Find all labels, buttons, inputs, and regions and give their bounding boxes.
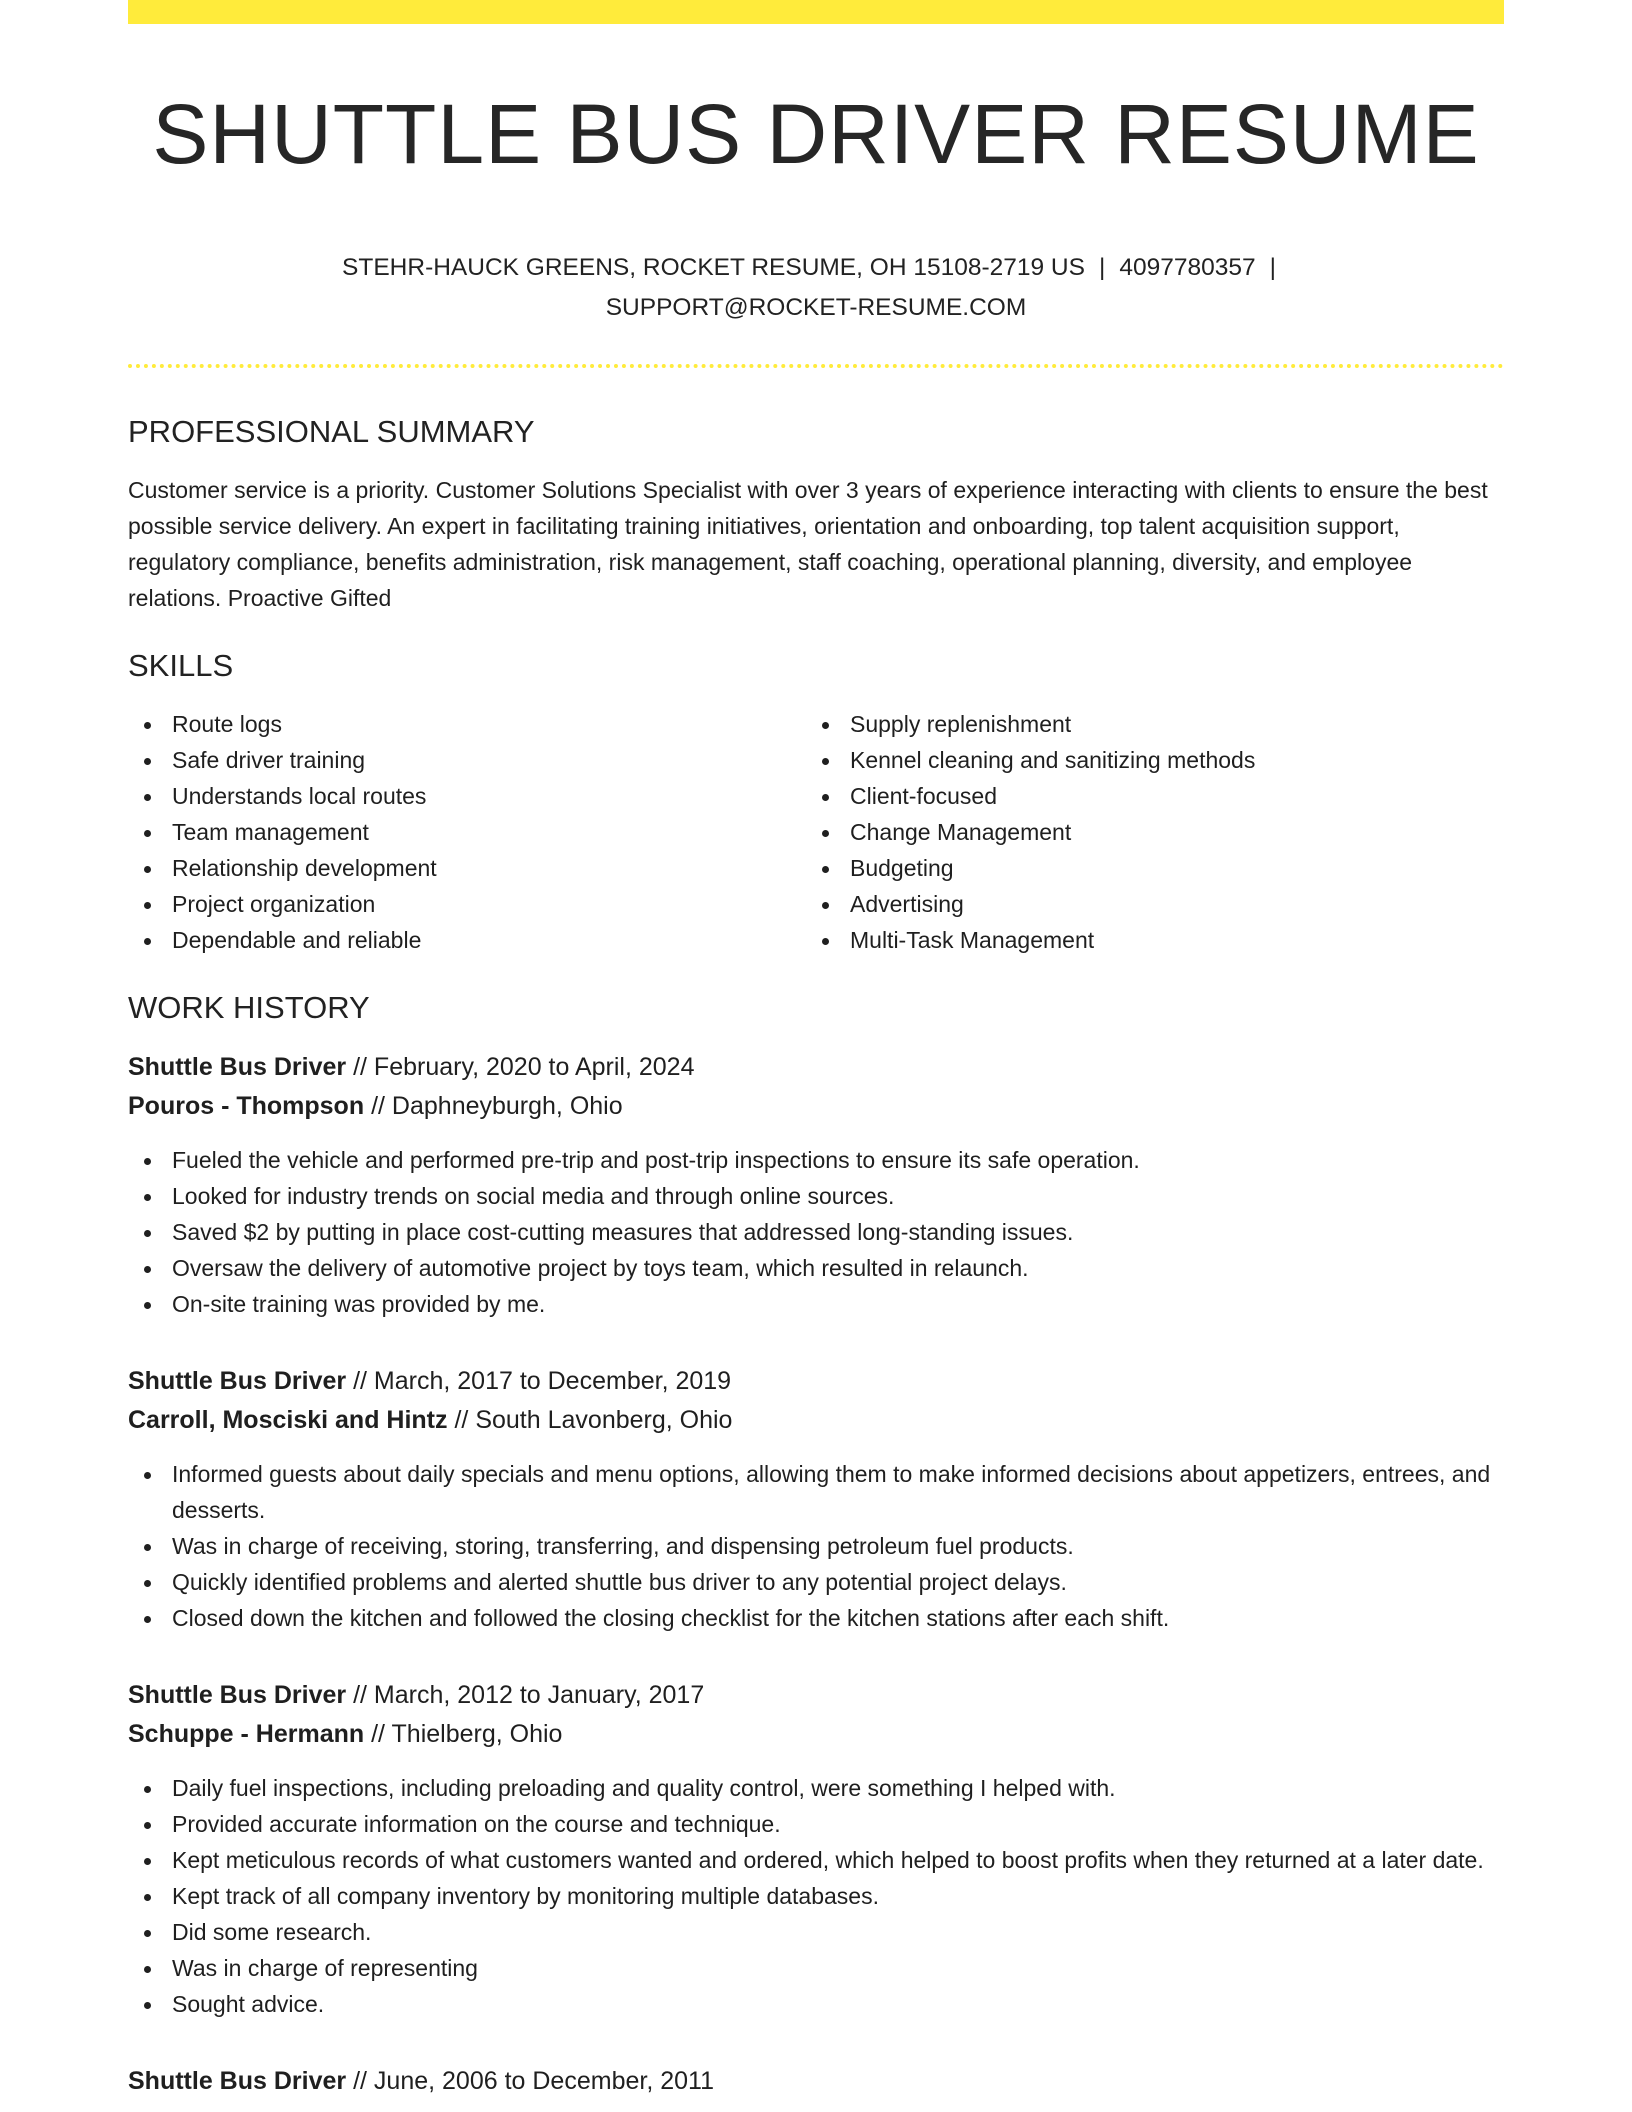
- duty-item: Oversaw the delivery of automotive project by toys team, which resulted in relaunch.: [128, 1250, 1504, 1286]
- skill-item: Team management: [128, 814, 806, 850]
- skills-column-right: [806, 706, 1484, 958]
- job-title-line: [128, 1362, 1504, 1401]
- skill-item: Safe driver training: [128, 742, 806, 778]
- job-divider: //: [371, 1720, 386, 1748]
- job-title-line: [128, 1676, 1504, 1715]
- page-title: SHUTTLE BUS DRIVER RESUME: [152, 87, 1480, 181]
- job-dates: March, 2017 to December, 2019: [373, 1367, 732, 1395]
- skill-item: Change Management: [806, 814, 1484, 850]
- job-divider: //: [353, 1367, 367, 1395]
- contact-phone: 4097780357: [1119, 254, 1256, 281]
- duty-item: Kept track of all company inventory by monitoring multiple databases.: [128, 1878, 1504, 1914]
- job-entry: [128, 2062, 1504, 2101]
- contact-info: [128, 248, 1504, 328]
- skill-item: Project organization: [128, 886, 806, 922]
- job-company: Pouros - Thompson: [128, 1092, 365, 1120]
- skill-item: Route logs: [128, 706, 806, 742]
- job-duties: [128, 1770, 1504, 2022]
- job-company-line: [128, 1087, 1504, 1126]
- job-location: Daphneyburgh, Ohio: [391, 1092, 623, 1120]
- job-title: Shuttle Bus Driver: [128, 1367, 347, 1395]
- skill-item: Client-focused: [806, 778, 1484, 814]
- summary-text: Customer service is a priority. Customer Solutions Specialist with over 3 years of experience interacting with clients to ensure the best possible service delivery. An expert in facilitating training initiatives, orientation and onboarding, top talent acquisition support, regulatory compliance, benefits administration, risk management, staff coaching, operational planning, diversity, and employee relations. Proactive Gifted: [128, 477, 1488, 611]
- job-title: Shuttle Bus Driver: [128, 1053, 347, 1081]
- contact-address: STEHR-HAUCK GREENS, ROCKET RESUME, OH 15108-2719 US: [342, 254, 1085, 281]
- duty-item: Informed guests about daily specials and menu options, allowing them to make informed decisions about appetizers, entrees, and desserts.: [128, 1456, 1504, 1528]
- job-location: South Lavonberg, Ohio: [475, 1406, 733, 1434]
- job-divider: //: [353, 1681, 367, 1709]
- job-entry: [128, 1362, 1504, 1636]
- job-entry: [128, 1048, 1504, 1322]
- duty-item: Saved $2 by putting in place cost-cutting measures that addressed long-standing issues.: [128, 1214, 1504, 1250]
- job-duties: [128, 1456, 1504, 1636]
- job-divider: //: [454, 1406, 469, 1434]
- job-divider: //: [353, 2067, 367, 2095]
- duty-item: Closed down the kitchen and followed the closing checklist for the kitchen stations after each shift.: [128, 1600, 1504, 1636]
- job-entry: [128, 1676, 1504, 2022]
- contact-separator: |: [1098, 254, 1106, 281]
- skill-item: Advertising: [806, 886, 1484, 922]
- summary-heading: PROFESSIONAL SUMMARY: [128, 414, 535, 449]
- skill-item: Relationship development: [128, 850, 806, 886]
- duty-item: Quickly identified problems and alerted shuttle bus driver to any potential project delays.: [128, 1564, 1504, 1600]
- top-accent-bar: [128, 0, 1504, 24]
- job-title-line: [128, 2062, 1504, 2101]
- job-dates: June, 2006 to December, 2011: [373, 2067, 714, 2095]
- job-company-line: [128, 1401, 1504, 1440]
- duty-item: Fueled the vehicle and performed pre-trip and post-trip inspections to ensure its safe operation.: [128, 1142, 1504, 1178]
- job-company-line: [128, 1715, 1504, 1754]
- job-company: Carroll, Mosciski and Hintz: [128, 1406, 448, 1434]
- resume-page: [128, 0, 1504, 2101]
- duty-item: Was in charge of representing: [128, 1950, 1504, 1986]
- job-dates: March, 2012 to January, 2017: [373, 1681, 705, 1709]
- job-location: Thielberg, Ohio: [391, 1720, 563, 1748]
- duty-item: Kept meticulous records of what customers wanted and ordered, which helped to boost profits when they returned at a later date.: [128, 1842, 1504, 1878]
- duty-item: Was in charge of receiving, storing, transferring, and dispensing petroleum fuel products.: [128, 1528, 1504, 1564]
- contact-email: SUPPORT@ROCKET-RESUME.COM: [605, 294, 1027, 321]
- duty-item: Looked for industry trends on social media and through online sources.: [128, 1178, 1504, 1214]
- job-company: Schuppe - Hermann: [128, 1720, 365, 1748]
- contact-separator: |: [1269, 254, 1276, 281]
- job-divider: //: [353, 1053, 367, 1081]
- skill-item: Kennel cleaning and sanitizing methods: [806, 742, 1484, 778]
- job-duties: [128, 1142, 1504, 1322]
- skills-column-left: [128, 706, 806, 958]
- job-dates: February, 2020 to April, 2024: [373, 1053, 695, 1081]
- duty-item: On-site training was provided by me.: [128, 1286, 1504, 1322]
- job-title: Shuttle Bus Driver: [128, 1681, 347, 1709]
- header-divider: [128, 364, 1504, 368]
- duty-item: Sought advice.: [128, 1986, 1504, 2022]
- skills-heading: SKILLS: [128, 648, 234, 683]
- duty-item: Did some research.: [128, 1914, 1504, 1950]
- skill-item: Multi-Task Management: [806, 922, 1484, 958]
- skill-item: Understands local routes: [128, 778, 806, 814]
- skill-item: Budgeting: [806, 850, 1484, 886]
- skill-item: Dependable and reliable: [128, 922, 806, 958]
- skill-item: Supply replenishment: [806, 706, 1484, 742]
- duty-item: Provided accurate information on the course and technique.: [128, 1806, 1504, 1842]
- job-title: Shuttle Bus Driver: [128, 2067, 347, 2095]
- duty-item: Daily fuel inspections, including preloading and quality control, were something I helped with.: [128, 1770, 1504, 1806]
- work-history-heading: WORK HISTORY: [128, 990, 370, 1025]
- job-title-line: [128, 1048, 1504, 1087]
- skills-list: [128, 706, 1504, 958]
- job-divider: //: [371, 1092, 385, 1120]
